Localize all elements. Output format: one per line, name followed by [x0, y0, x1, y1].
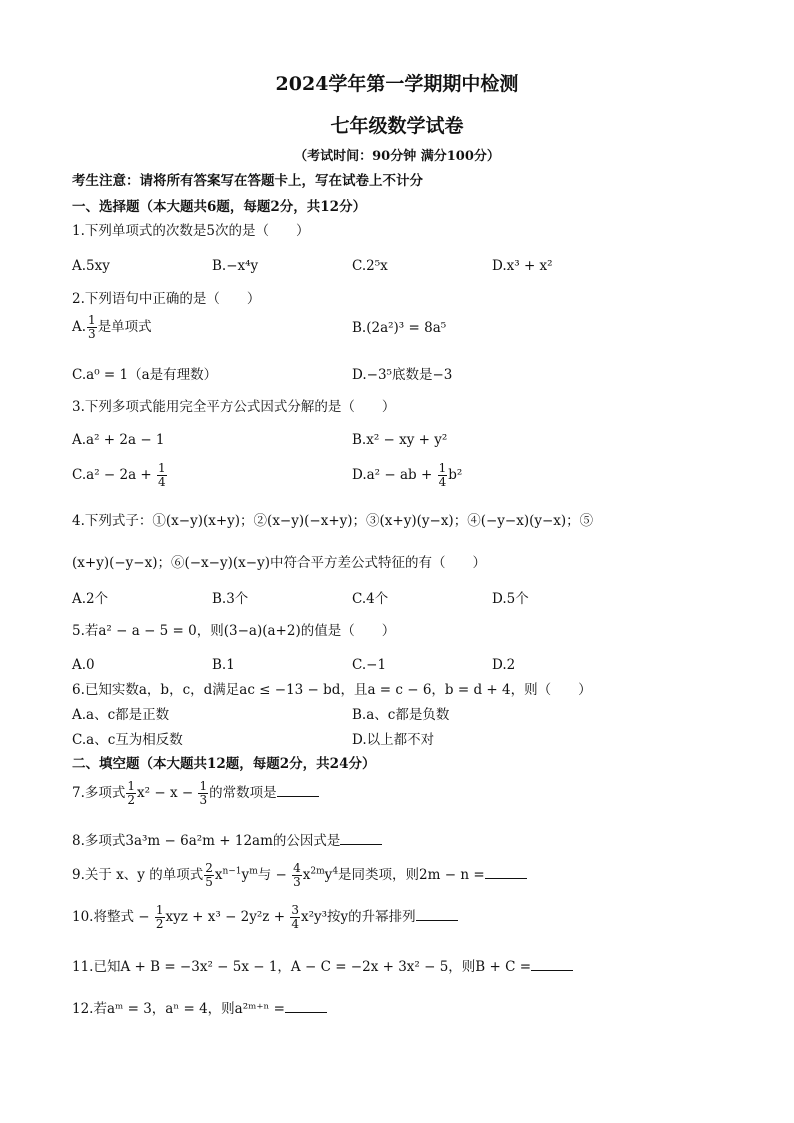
q6-stem: 6.已知实数a，b，c，d满足ac ≤ −13 − bd，且a = c − 6，b = d + 4，则（ ） — [72, 682, 592, 698]
q3-option-d: D.a² − ab + $\frac{1}{4}$ b² — [352, 461, 463, 489]
q4-option-b: B.3个 — [212, 591, 249, 607]
q4-line1: 4.下列式子：①(x−y)(x+y)；②(x−y)(−x+y)；③(x+y)(y−x)；④(−y−x)(y−x)；⑤ — [72, 513, 594, 529]
q5-option-c: C.−1 — [352, 657, 387, 673]
q3-option-c: C.a² − 2a + $\frac{1}{4}$ — [72, 461, 166, 489]
q8: 8.多项式3a³m − 6a²m + 12am的公因式是 — [72, 832, 382, 850]
q7: 7.多项式 $\frac{1}{2}$ x² − x − $\frac{1}{3}$ 的常数项是 — [72, 780, 319, 807]
q5-option-a: A.0 — [72, 657, 95, 673]
q5-option-b: B.1 — [212, 657, 235, 673]
exam-title: 2024学年第一学期期中检测 — [275, 73, 519, 95]
q3-option-b: B.x² − xy + y² — [352, 432, 448, 448]
q2-option-d: D.−3⁵底数是−3 — [352, 367, 453, 383]
answer-blank[interactable] — [277, 784, 319, 797]
answer-blank[interactable] — [285, 1000, 327, 1013]
q1-stem: 1.下列单项式的次数是5次的是（ ） — [72, 223, 310, 239]
q5-stem: 5.若a² − a − 5 = 0，则(3−a)(a+2)的值是（ ） — [72, 623, 396, 639]
fraction-one-third: $\frac{1}{3}$ — [88, 313, 96, 341]
q2-stem: 2.下列语句中正确的是（ ） — [72, 291, 261, 307]
q1-option-c: C.2⁵x — [352, 258, 388, 274]
section2-heading: 二、填空题（本大题共12题，每题2分，共24分） — [72, 756, 376, 772]
exam-notice: 考生注意：请将所有答案写在答题卡上，写在试卷上不计分 — [72, 173, 423, 189]
q1-option-a: A.5xy — [72, 258, 110, 274]
q4-option-d: D.5个 — [492, 591, 529, 607]
q11: 11.已知A + B = −3x² − 5x − 1，A − C = −2x + 3x² − 5，则B + C = — [72, 958, 573, 976]
q12: 12.若aᵐ = 3，aⁿ = 4，则a²ᵐ⁺ⁿ = — [72, 1000, 327, 1018]
answer-blank[interactable] — [531, 958, 573, 971]
q6-option-b: B.a、c都是负数 — [352, 707, 450, 723]
q2-option-b: B.(2a²)³ = 8a⁵ — [352, 320, 447, 336]
q6-option-d: D.以上都不对 — [352, 732, 435, 748]
exam-info: （考试时间：90分钟 满分100分） — [294, 149, 500, 164]
q4-option-c: C.4个 — [352, 591, 389, 607]
q2-option-c: C.a⁰ = 1（a是有理数） — [72, 367, 218, 383]
q6-option-a: A.a、c都是正数 — [72, 707, 170, 723]
section1-heading: 一、选择题（本大题共6题，每题2分，共12分） — [72, 199, 367, 215]
q6-option-c: C.a、c互为相反数 — [72, 732, 183, 748]
q3-stem: 3.下列多项式能用完全平方公式因式分解的是（ ） — [72, 399, 396, 415]
q10: 10.将整式 − $\frac{1}{2}$ xyz + x³ − 2y²z + $\frac{3}{4}$ x²y³按y的升幂排列 — [72, 904, 458, 931]
answer-blank[interactable] — [340, 832, 382, 845]
answer-blank[interactable] — [416, 908, 458, 921]
q3-option-a: A.a² + 2a − 1 — [72, 432, 165, 448]
q4-line2: (x+y)(−y−x)；⑥(−x−y)(x−y)中符合平方差公式特征的有（ ） — [72, 555, 486, 571]
q5-option-d: D.2 — [492, 657, 516, 673]
answer-blank[interactable] — [485, 866, 527, 879]
exam-subtitle: 七年级数学试卷 — [330, 115, 464, 137]
q4-option-a: A.2个 — [72, 591, 109, 607]
q9: 9.关于 x、y 的单项式 $\frac{2}{5}$ $x^{n-1}y^m$与 − $\frac{4}{3}$ $x^{2m}y^4$是同类项，则2m − n = — [72, 862, 527, 889]
q2-option-a: A. $\frac{1}{3}$ 是单项式 — [72, 313, 152, 341]
q1-option-b: B.−x⁴y — [212, 258, 259, 274]
q1-option-d: D.x³ + x² — [492, 258, 553, 274]
